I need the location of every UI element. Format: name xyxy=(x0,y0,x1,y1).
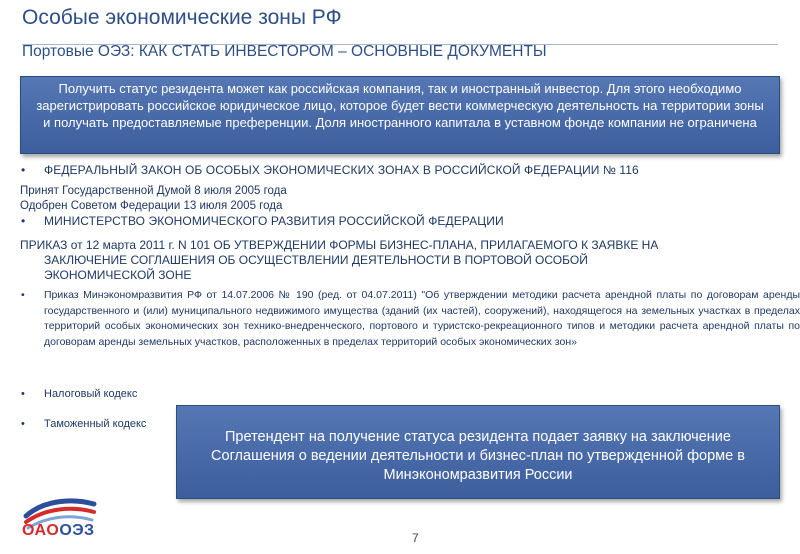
order-reference-item xyxy=(20,288,800,350)
tax-code-item: • Налоговый кодекс xyxy=(20,388,137,400)
residency-info-box: Получить статус резидента может как российская компания, так и иностранный инвестор. Для этого необходимо зарегистрировать российское юридическое лицо, которое будет вести коммерческую деятельность на территории зоны и получать предоставляемые преференции. Доля иностранного капитала в уставном фонде компании не ограничена xyxy=(20,76,780,154)
ministry-item: • МИНИСТЕРСТВО ЭКОНОМИЧЕСКОГО РАЗВИТИЯ РОССИЙСКОЙ ФЕДЕРАЦИИ xyxy=(20,214,782,228)
order-line-2: ЗАКЛЮЧЕНИЕ СОГЛАШЕНИЯ ОБ ОСУЩЕСТВЛЕНИИ ДЕЯТЕЛЬНОСТИ В ПОРТОВОЙ ОСОБОЙ xyxy=(44,253,588,267)
page-subtitle: Портовые ОЭЗ: КАК СТАТЬ ИНВЕСТОРОМ – ОСНОВНЫЕ ДОКУМЕНТЫ xyxy=(22,43,547,60)
documents-list xyxy=(20,163,782,228)
company-logo xyxy=(22,522,94,540)
order-item xyxy=(20,238,680,283)
order-line-1: ПРИКАЗ от 12 марта 2011 г. N 101 ОБ УТВЕРЖДЕНИИ ФОРМЫ БИЗНЕС-ПЛАНА, ПРИЛАГАЕМОГО К ЗАЯВКЕ НА xyxy=(20,238,659,252)
federal-law-approved: Одобрен Советом Федерации 13 июля 2005 года xyxy=(20,200,283,212)
page-number: 7 xyxy=(412,531,419,545)
application-info-box: Претендент на получение статуса резидента подает заявку на заключение Соглашения о ведении деятельности и бизнес-план по утвержденной форме в Минэкономразвития России xyxy=(176,405,780,499)
federal-law-adopted: Принят Государственной Думой 8 июля 2005 года xyxy=(20,185,287,197)
customs-code-item: • Таможенный кодекс xyxy=(20,418,146,430)
order-line-3: ЭКОНОМИЧЕСКОЙ ЗОНЕ xyxy=(44,268,192,282)
page-title: Особые экономические зоны РФ xyxy=(22,6,342,29)
order-reference-text: Приказ Минэкономразвития РФ от 14.07.2006 № 190 (ред. от 04.07.2011) "Об утверждении методики расчета арендной платы по договорам аренды государственного и (или) муниципального недвижимого имущества (зданий (их частей), сооружений), находящегося на земельных участках в пределах территорий особых экономических зон технико-внедренческого, портового и туристско-рекреационного типов и методики расчета арендной платы по договорам аренды земельных участков, расположенных в пределах территорий особых экономических зон» xyxy=(44,289,800,348)
federal-law-item: • ФЕДЕРАЛЬНЫЙ ЗАКОН ОБ ОСОБЫХ ЭКОНОМИЧЕСКИХ ЗОНАХ В РОССИЙСКОЙ ФЕДЕРАЦИИ № 116 xyxy=(20,163,782,177)
logo-text-part1: ОАО xyxy=(22,522,60,539)
logo-text-part2: ОЭЗ xyxy=(59,522,95,539)
